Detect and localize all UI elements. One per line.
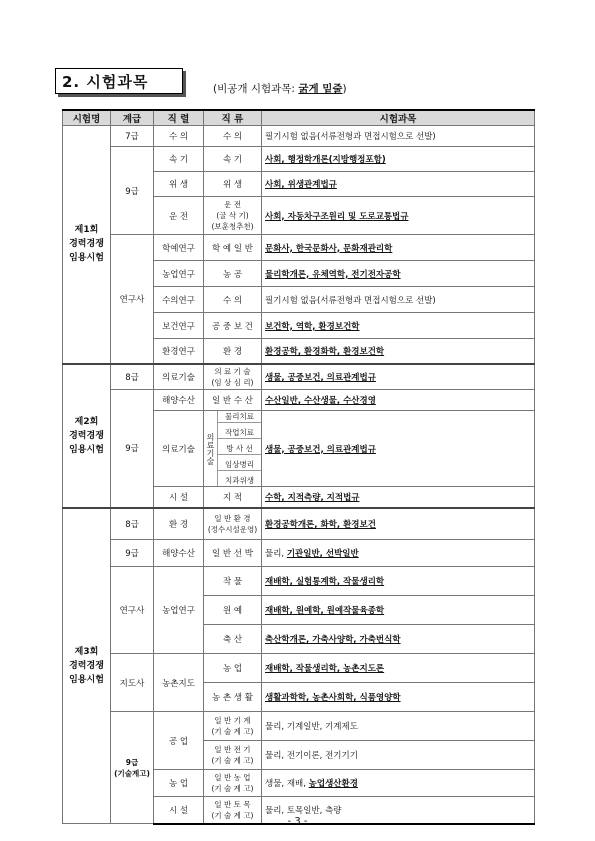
- class-cell: 지 적: [204, 487, 262, 508]
- subjects-cell: 수산일반, 수산생물, 수산경영: [262, 390, 535, 411]
- header-class: 직 류: [204, 110, 262, 126]
- medical-sub-item: 물리치료: [218, 411, 261, 423]
- grade-cell: 8급: [111, 508, 154, 540]
- table-row: [63, 147, 535, 172]
- note-emphasis: 굵게 밑줄: [298, 83, 343, 95]
- class-cell: 일 반 선 박: [204, 540, 262, 567]
- grade-cell: 연구사: [111, 567, 154, 654]
- subjects-cell: 생물, 공중보건, 의료관계법규: [262, 411, 535, 487]
- medical-tech-vertical-label: 의료기술: [206, 432, 215, 465]
- grade-cell: 9급 (기술계고): [111, 712, 154, 824]
- round-2: 제2회 경력경쟁 임용시험: [63, 364, 111, 508]
- header-exam: 시험명: [63, 110, 111, 126]
- series-cell: 수의연구: [154, 287, 204, 313]
- class-cell: 농 공: [204, 261, 262, 287]
- table-row: [63, 567, 535, 596]
- header-grade: 계급: [111, 110, 154, 126]
- section-note: (비공개 시험과목: 굵게 밑줄): [213, 83, 347, 95]
- subjects-cell: 생활과학학, 농촌사회학, 식품영양학: [262, 683, 535, 712]
- series-cell: 운 전: [154, 197, 204, 235]
- page-number: - 3 -: [287, 816, 308, 827]
- class-cell: 원 예: [204, 596, 262, 625]
- grade-cell: 연구사: [111, 235, 154, 364]
- table-row: [63, 654, 535, 683]
- table-header-row: [63, 110, 535, 126]
- class-cell: 수 의: [204, 287, 262, 313]
- class-cell: 일 반 환 경 (정수시설운영): [204, 508, 262, 540]
- subjects-cell: 물리학개론, 유체역학, 전기전자공학: [262, 261, 535, 287]
- class-cell: 의 료 기 술 (임 상 심 리): [204, 364, 262, 390]
- subjects-cell: 사회, 자동차구조원리 및 도로교통법규: [262, 197, 535, 235]
- series-cell: 농업연구: [154, 567, 204, 654]
- series-cell: 수 의: [154, 126, 204, 147]
- exam-subjects-table: [62, 109, 535, 825]
- header-subjects: 시험과목: [262, 110, 535, 126]
- series-cell: 위 생: [154, 172, 204, 197]
- grade-cell: 지도사: [111, 654, 154, 712]
- grade-cell: 7급: [111, 126, 154, 147]
- class-cell: 농 업: [204, 654, 262, 683]
- series-cell: 보건연구: [154, 313, 204, 339]
- subjects-cell: 생물, 재배, 농업생산환경: [262, 770, 535, 797]
- header-series: 직 렬: [154, 110, 204, 126]
- round-3: 제3회 경력경쟁 임용시험: [63, 508, 111, 824]
- series-cell: 환경연구: [154, 339, 204, 364]
- table-row: [63, 508, 535, 540]
- subjects-cell: 필기시험 없음(서류전형과 면접시험으로 선발): [262, 126, 535, 147]
- table-row: [63, 712, 535, 741]
- table-row: [63, 235, 535, 261]
- subjects-cell: 생물, 공중보건, 의료관계법규: [262, 364, 535, 390]
- class-cell: 작 물: [204, 567, 262, 596]
- class-cell: 농 촌 생 활: [204, 683, 262, 712]
- table-row: [63, 390, 535, 411]
- subjects-cell: 필기시험 없음(서류전형과 면접시험으로 선발): [262, 287, 535, 313]
- series-cell: 농촌지도: [154, 654, 204, 712]
- class-cell: 일 반 전 기 (기 술 계 고): [204, 741, 262, 770]
- subjects-cell: 물리, 토목일반, 측량: [262, 797, 535, 824]
- series-cell: 농업연구: [154, 261, 204, 287]
- subjects-cell: 보건학, 역학, 환경보건학: [262, 313, 535, 339]
- series-cell: 의료기술: [154, 411, 204, 487]
- class-cell-medical: [204, 411, 262, 487]
- class-cell: 일 반 토 목 (기 술 계 고): [204, 797, 262, 824]
- class-cell: 일 반 수 산: [204, 390, 262, 411]
- subjects-cell: 수학, 지적측량, 지적법규: [262, 487, 535, 508]
- class-cell: 일 반 농 업 (기 술 계 고): [204, 770, 262, 797]
- grade-cell: 9급: [111, 147, 154, 235]
- subjects-cell: 축산학개론, 가축사양학, 가축번식학: [262, 625, 535, 654]
- series-cell: 시 설: [154, 797, 204, 824]
- subjects-cell: 재배학, 원예학, 원예작물육종학: [262, 596, 535, 625]
- series-cell: 환 경: [154, 508, 204, 540]
- series-cell: 시 설: [154, 487, 204, 508]
- grade-cell: 8급: [111, 364, 154, 390]
- series-cell: 학예연구: [154, 235, 204, 261]
- class-cell: 속 기: [204, 147, 262, 172]
- subjects-cell: 환경공학, 환경화학, 환경보건학: [262, 339, 535, 364]
- subjects-cell: 재배학, 작물생리학, 농촌지도론: [262, 654, 535, 683]
- subjects-cell: 재배학, 실험통계학, 작물생리학: [262, 567, 535, 596]
- medical-sub-item: 방 사 선: [218, 443, 261, 455]
- subjects-cell: 물리, 기관일반, 선박일반: [262, 540, 535, 567]
- section-title: 2. 시험과목: [55, 68, 183, 94]
- table-row: [63, 540, 535, 567]
- class-cell: 운 전 (굴 삭 기) (보훈청추천): [204, 197, 262, 235]
- series-cell: 속 기: [154, 147, 204, 172]
- table-row: [63, 126, 535, 147]
- series-cell: 해양수산: [154, 390, 204, 411]
- grade-cell: 9급: [111, 390, 154, 508]
- class-cell: 수 의: [204, 126, 262, 147]
- medical-sub-item: 치과위생: [225, 476, 254, 485]
- class-cell: 일 반 기 계 (기 술 계 고): [204, 712, 262, 741]
- subjects-cell: 물리, 전기이론, 전기기기: [262, 741, 535, 770]
- round-1: 제1회 경력경쟁 임용시험: [63, 126, 111, 364]
- subjects-cell: 사회, 위생관계법규: [262, 172, 535, 197]
- series-cell: 의료기술: [154, 364, 204, 390]
- class-cell: 환 경: [204, 339, 262, 364]
- series-cell: 해양수산: [154, 540, 204, 567]
- grade-cell: 9급: [111, 540, 154, 567]
- table-row: [63, 364, 535, 390]
- medical-sub-item: 임상병리: [218, 459, 261, 471]
- series-cell: 농 업: [154, 770, 204, 797]
- class-cell: 공 중 보 건: [204, 313, 262, 339]
- series-cell: 공 업: [154, 712, 204, 770]
- subjects-cell: 환경공학개론, 화학, 환경보건: [262, 508, 535, 540]
- subjects-cell: 사회, 행정학개론(지방행정포함): [262, 147, 535, 172]
- medical-sub-item: 작업치료: [218, 427, 261, 439]
- class-cell: 축 산: [204, 625, 262, 654]
- class-cell: 학 예 일 반: [204, 235, 262, 261]
- subjects-cell: 문화사, 한국문화사, 문화재관리학: [262, 235, 535, 261]
- class-cell: 위 생: [204, 172, 262, 197]
- subjects-cell: 물리, 기계일반, 기계제도: [262, 712, 535, 741]
